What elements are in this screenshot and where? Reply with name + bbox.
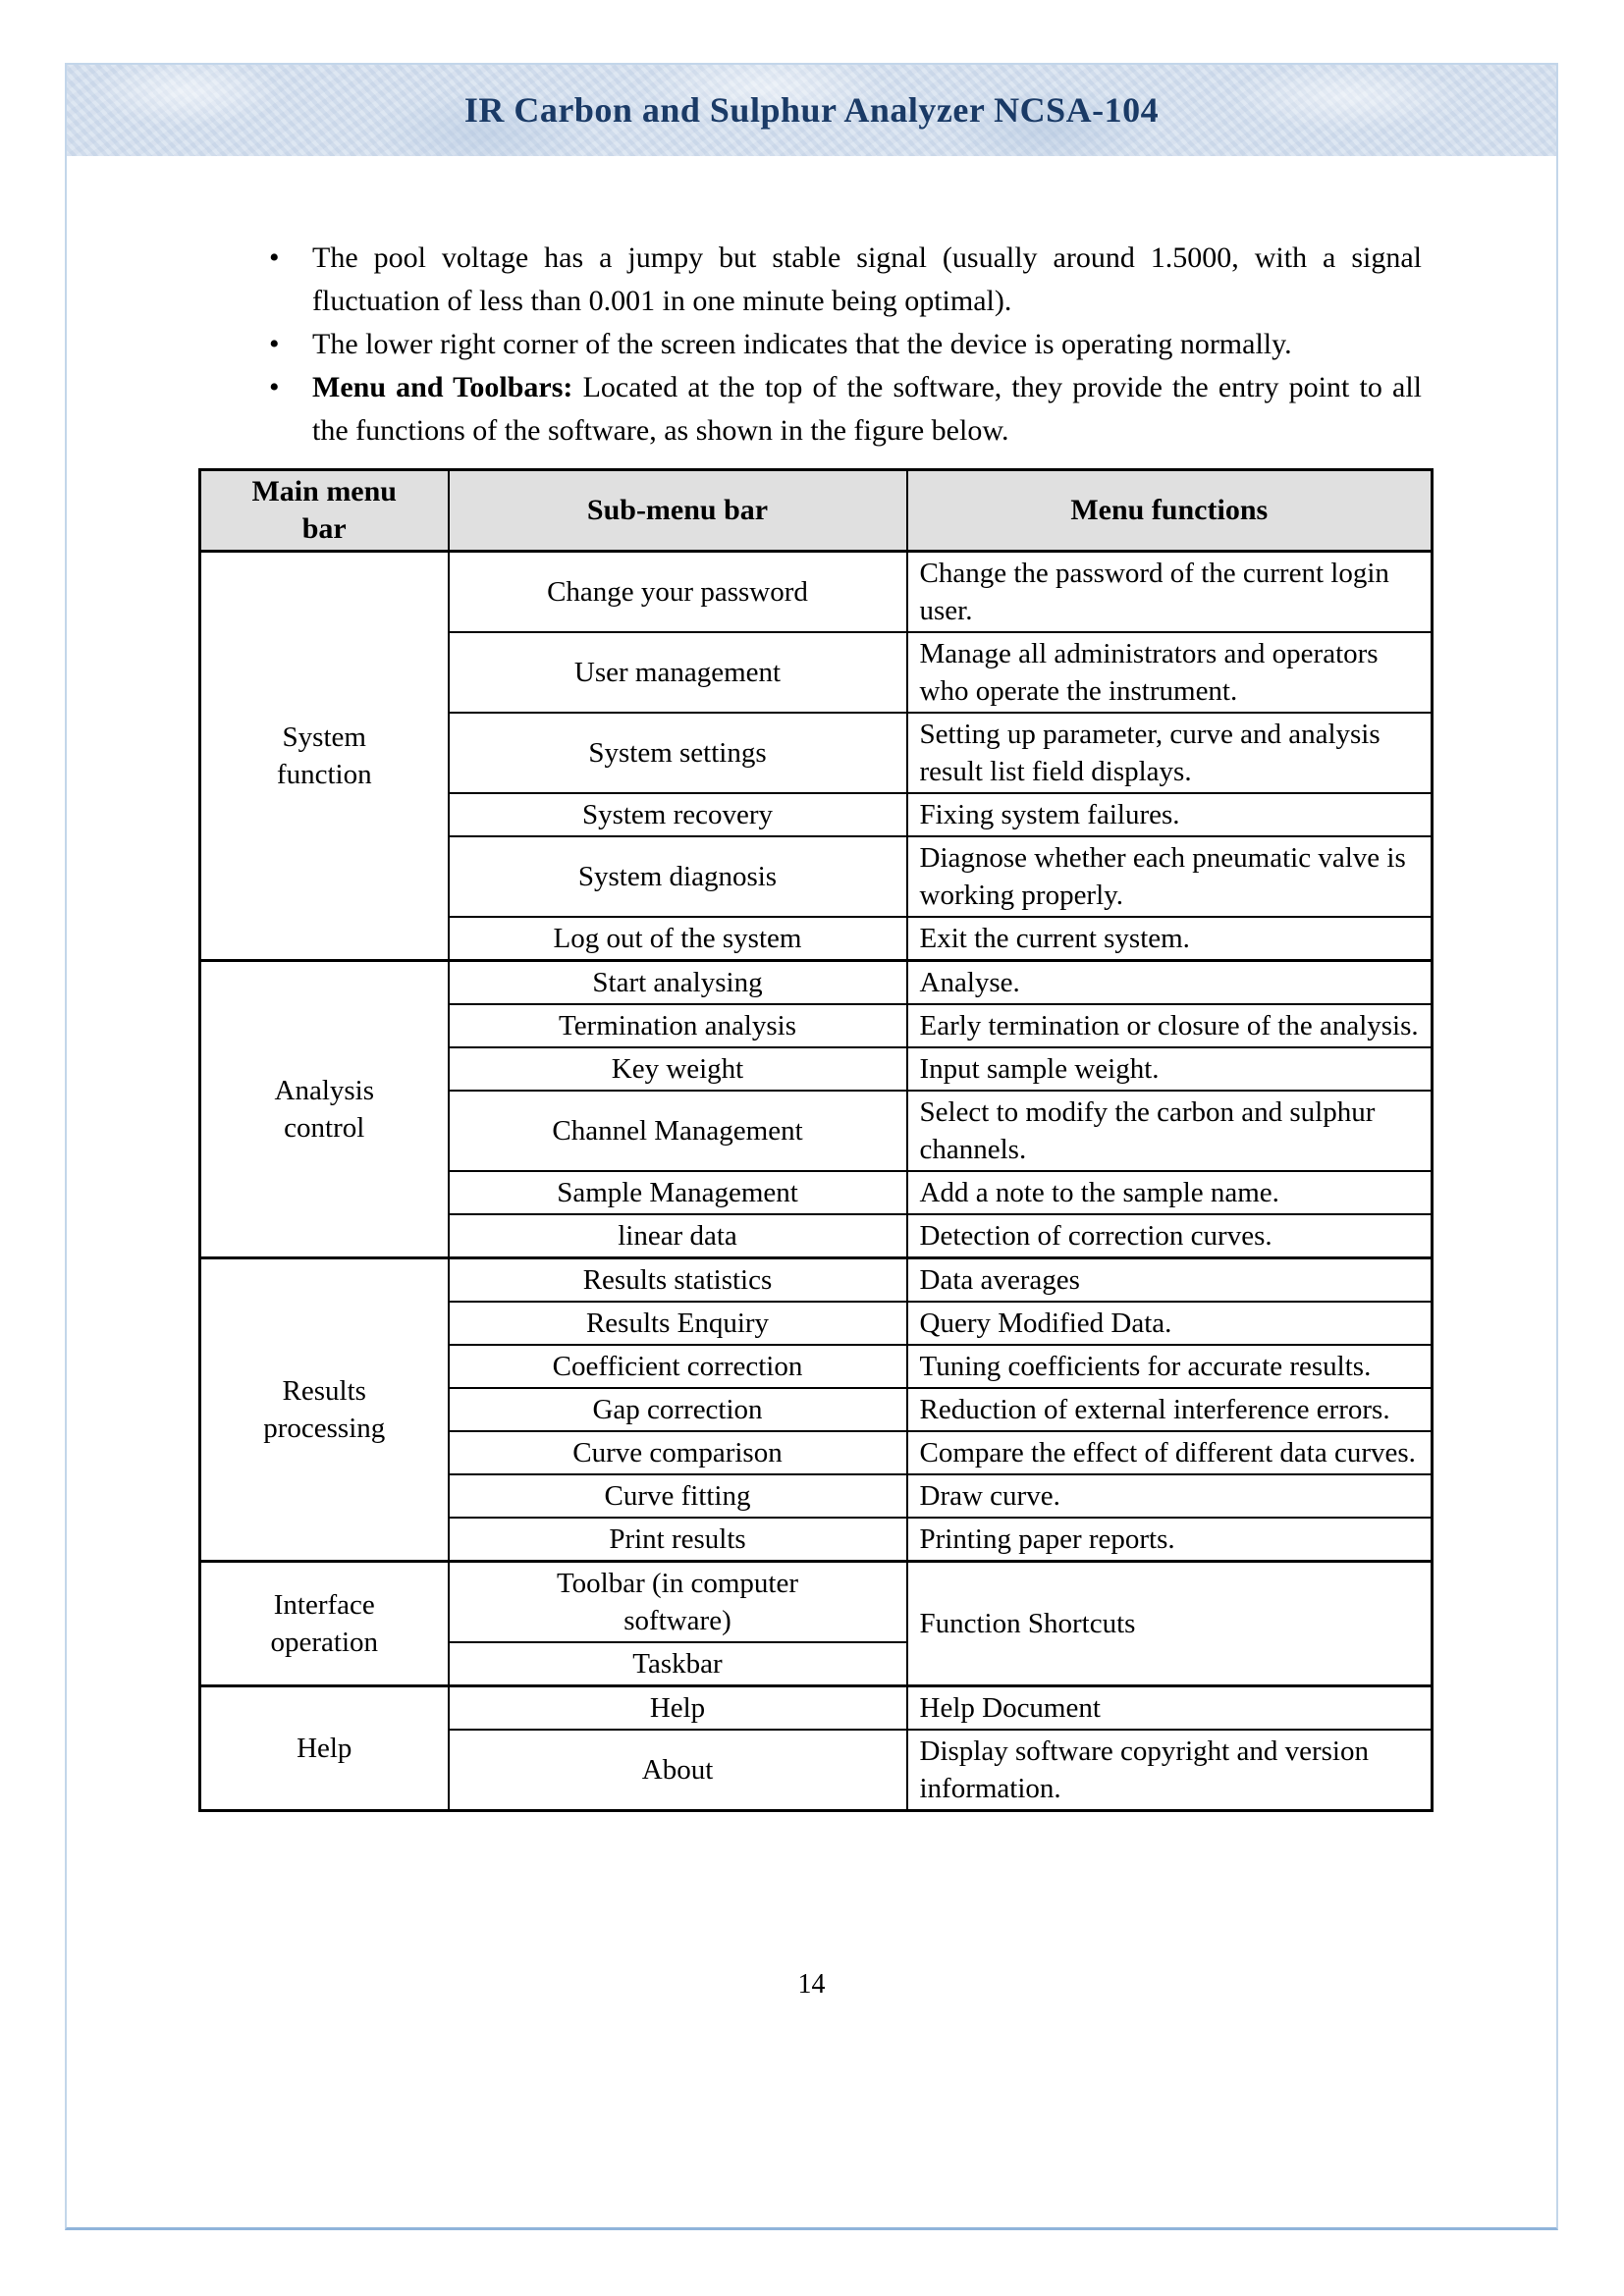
- function-cell: Change the password of the current login user.: [907, 552, 1433, 633]
- table-header-menu-functions: Menu functions: [907, 470, 1433, 552]
- function-cell: Detection of correction curves.: [907, 1214, 1433, 1258]
- table-row: [200, 1258, 1433, 1303]
- function-cell: Input sample weight.: [907, 1047, 1433, 1091]
- sub-menu-cell: Change your password: [449, 552, 907, 633]
- function-cell: Diagnose whether each pneumatic valve is working properly.: [907, 836, 1433, 917]
- function-cell: Draw curve.: [907, 1474, 1433, 1518]
- sub-menu-cell: Start analysing: [449, 961, 907, 1005]
- list-item: [263, 237, 1422, 323]
- table-row: [200, 961, 1433, 1005]
- sub-menu-cell: Sample Management: [449, 1171, 907, 1214]
- sub-menu-cell: Channel Management: [449, 1091, 907, 1171]
- main-menu-cell: Results processing: [200, 1258, 449, 1562]
- list-item-text: The pool voltage has a jumpy but stable signal (usually around 1.5000, with a signal fluctuation of less than 0.001 in one minute being optimal).: [312, 241, 1422, 317]
- sub-menu-cell: Toolbar (in computer software): [449, 1562, 907, 1643]
- function-cell: Add a note to the sample name.: [907, 1171, 1433, 1214]
- list-item-text: Located at the top of the software, they provide the entry point to all the functions of the software, as shown in the figure below.: [312, 371, 1422, 447]
- function-cell: Reduction of external interference errors.: [907, 1388, 1433, 1431]
- function-cell: Exit the current system.: [907, 917, 1433, 961]
- function-cell: Early termination or closure of the analysis.: [907, 1004, 1433, 1047]
- sub-menu-cell: Log out of the system: [449, 917, 907, 961]
- menu-functions-table: [198, 468, 1434, 1812]
- function-cell: Data averages: [907, 1258, 1433, 1303]
- main-menu-cell: Help: [200, 1686, 449, 1811]
- list-item-text: The lower right corner of the screen indicates that the device is operating normally.: [312, 328, 1292, 360]
- table-row: [200, 1562, 1433, 1643]
- function-cell: Query Modified Data.: [907, 1302, 1433, 1345]
- function-cell: Select to modify the carbon and sulphur channels.: [907, 1091, 1433, 1171]
- function-cell: Compare the effect of different data curves.: [907, 1431, 1433, 1474]
- bullet-list: [67, 237, 1422, 453]
- sub-menu-cell: linear data: [449, 1214, 907, 1258]
- list-item: [263, 323, 1422, 366]
- sub-menu-cell: Curve fitting: [449, 1474, 907, 1518]
- function-cell: Printing paper reports.: [907, 1518, 1433, 1562]
- sub-menu-cell: Gap correction: [449, 1388, 907, 1431]
- sub-menu-cell: System recovery: [449, 793, 907, 836]
- sub-menu-cell: System diagnosis: [449, 836, 907, 917]
- sub-menu-cell: Print results: [449, 1518, 907, 1562]
- list-item-bold-lead: Menu and Toolbars:: [312, 371, 583, 403]
- table-row: [200, 1686, 1433, 1731]
- function-cell: Fixing system failures.: [907, 793, 1433, 836]
- table-row: [200, 552, 1433, 633]
- sub-menu-cell: Curve comparison: [449, 1431, 907, 1474]
- page-title: IR Carbon and Sulphur Analyzer NCSA-104: [463, 90, 1160, 130]
- sub-menu-cell: Coefficient correction: [449, 1345, 907, 1388]
- table-header-row: [200, 470, 1433, 552]
- sub-menu-cell: System settings: [449, 713, 907, 793]
- table-header-main-menu: Main menu bar: [200, 470, 449, 552]
- sub-menu-cell: User management: [449, 632, 907, 713]
- function-cell: Help Document: [907, 1686, 1433, 1731]
- sub-menu-cell: About: [449, 1730, 907, 1811]
- list-item: [263, 366, 1422, 453]
- function-cell: Tuning coefficients for accurate results.: [907, 1345, 1433, 1388]
- page-number: 14: [797, 1969, 826, 2000]
- sub-menu-cell: Results statistics: [449, 1258, 907, 1303]
- function-cell: Function Shortcuts: [907, 1562, 1433, 1686]
- main-menu-cell: Analysis control: [200, 961, 449, 1258]
- sub-menu-cell: Termination analysis: [449, 1004, 907, 1047]
- sub-menu-cell: Key weight: [449, 1047, 907, 1091]
- page-header-banner: [67, 65, 1556, 156]
- function-cell: Setting up parameter, curve and analysis result list field displays.: [907, 713, 1433, 793]
- main-menu-cell: System function: [200, 552, 449, 961]
- sub-menu-cell: Taskbar: [449, 1642, 907, 1686]
- function-cell: Display software copyright and version information.: [907, 1730, 1433, 1811]
- sub-menu-cell: Results Enquiry: [449, 1302, 907, 1345]
- main-menu-cell: Interface operation: [200, 1562, 449, 1686]
- sub-menu-cell: Help: [449, 1686, 907, 1731]
- page-content-frame: [65, 63, 1558, 2230]
- function-cell: Analyse.: [907, 961, 1433, 1005]
- function-cell: Manage all administrators and operators who operate the instrument.: [907, 632, 1433, 713]
- table-header-sub-menu: Sub-menu bar: [449, 470, 907, 552]
